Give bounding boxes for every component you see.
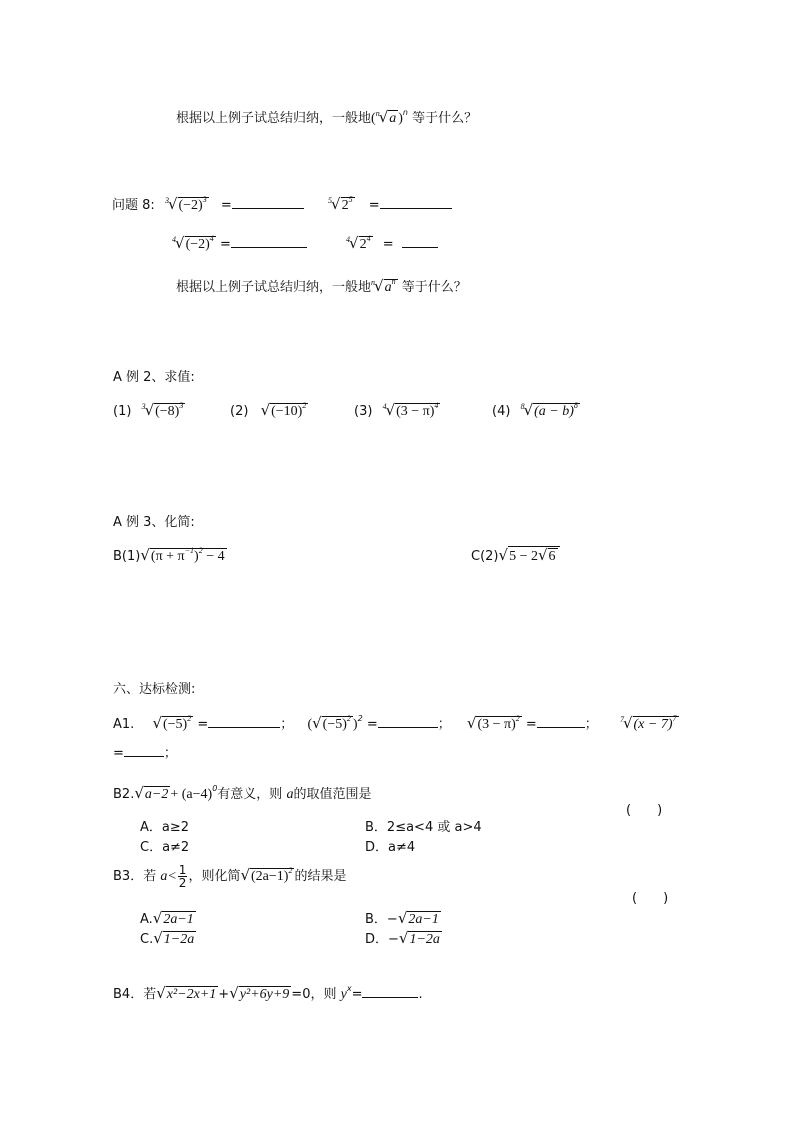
example2-item-1: (1) $^3√(-8)^3$ (113, 401, 184, 419)
b3-option-b[interactable]: B．−√2a−1 (365, 909, 439, 927)
intro-question: 根据以上例子试总结归纳，一般地($^n$√a )$^n$ 等于什么？ (176, 108, 478, 126)
b3-answer-paren[interactable]: ( ) (632, 891, 669, 906)
example3-b: $B(1)√(\pi + \pi^{-1})^2 - 4$ (113, 546, 225, 564)
b3-question: B3．若 a< $\frac{1}{2}$ ，则化简$√(2a-1)^2$ 的结果是 (113, 863, 347, 890)
b4-question: B4．若√x²−2x+1 +√y²+6y+9 =0，则 $y^x=$ . (113, 984, 423, 1002)
example3-title: A 例 3、化简: (113, 515, 195, 530)
answer-blank[interactable] (232, 194, 304, 209)
b3-option-d[interactable]: D．−√1−2a (365, 929, 440, 947)
example2-title: A 例 2、求值: (113, 370, 195, 385)
answer-blank[interactable] (231, 233, 307, 248)
example3-c: C(2)√5 − 2√6 (471, 545, 560, 567)
problem8-q1: $^3√(-2)^3$ (164, 195, 207, 213)
example2-item-3: (3) $^4√(3 - \pi)^4$ (354, 401, 439, 419)
b2-option-a[interactable]: A．a≥2 (140, 820, 190, 835)
b2-answer-paren[interactable]: ( ) (626, 803, 663, 818)
answer-blank[interactable] (362, 983, 418, 998)
b2-option-d[interactable]: D．a≠4 (365, 840, 416, 855)
a1-row: A1. $√(-5)^2$ = ； ($√(-5)^2$ )$^2$ = ； $√(3 - \pi)^2$ = ； $^7√(x - 7)^7$ (113, 714, 677, 732)
example2-item-2: (2) $√(-10)^2$ (230, 401, 307, 419)
problem8-summary: 根据以上例子试总结归纳，一般地$^n√a^n$ 等于什么？ (176, 277, 467, 295)
b3-option-a[interactable]: A.√2a−1 (140, 909, 194, 927)
b3-option-c[interactable]: C.√1−2a (140, 929, 195, 947)
answer-blank[interactable] (380, 194, 452, 209)
problem8-q4: $^4√2^4$ = (346, 233, 438, 256)
section6-title: 六、达标检测: (113, 682, 196, 697)
b2-question: $B2.√a-2 + (a-4)^0$有意义，则 a的取值范围是 (113, 784, 372, 802)
answer-blank[interactable] (124, 742, 164, 757)
problem8-q2: $^5√2^5$ = (328, 194, 452, 217)
example2-item-4: (4) $^8√(a - b)^8$ (492, 401, 578, 419)
answer-blank[interactable] (378, 713, 438, 728)
a1-row-cont: = ； (113, 742, 177, 764)
b2-option-b[interactable]: B．2≤a<4 或 a>4 (365, 820, 482, 835)
answer-blank[interactable] (208, 713, 280, 728)
problem8-q3: $^4√(-2)^4$ = (172, 233, 307, 256)
problem8-row1: 问题 8: $^3√(-2)^3$ = (112, 194, 304, 217)
answer-blank[interactable] (537, 713, 585, 728)
b2-option-c[interactable]: C．a≠2 (140, 840, 190, 855)
answer-blank[interactable] (402, 233, 438, 248)
